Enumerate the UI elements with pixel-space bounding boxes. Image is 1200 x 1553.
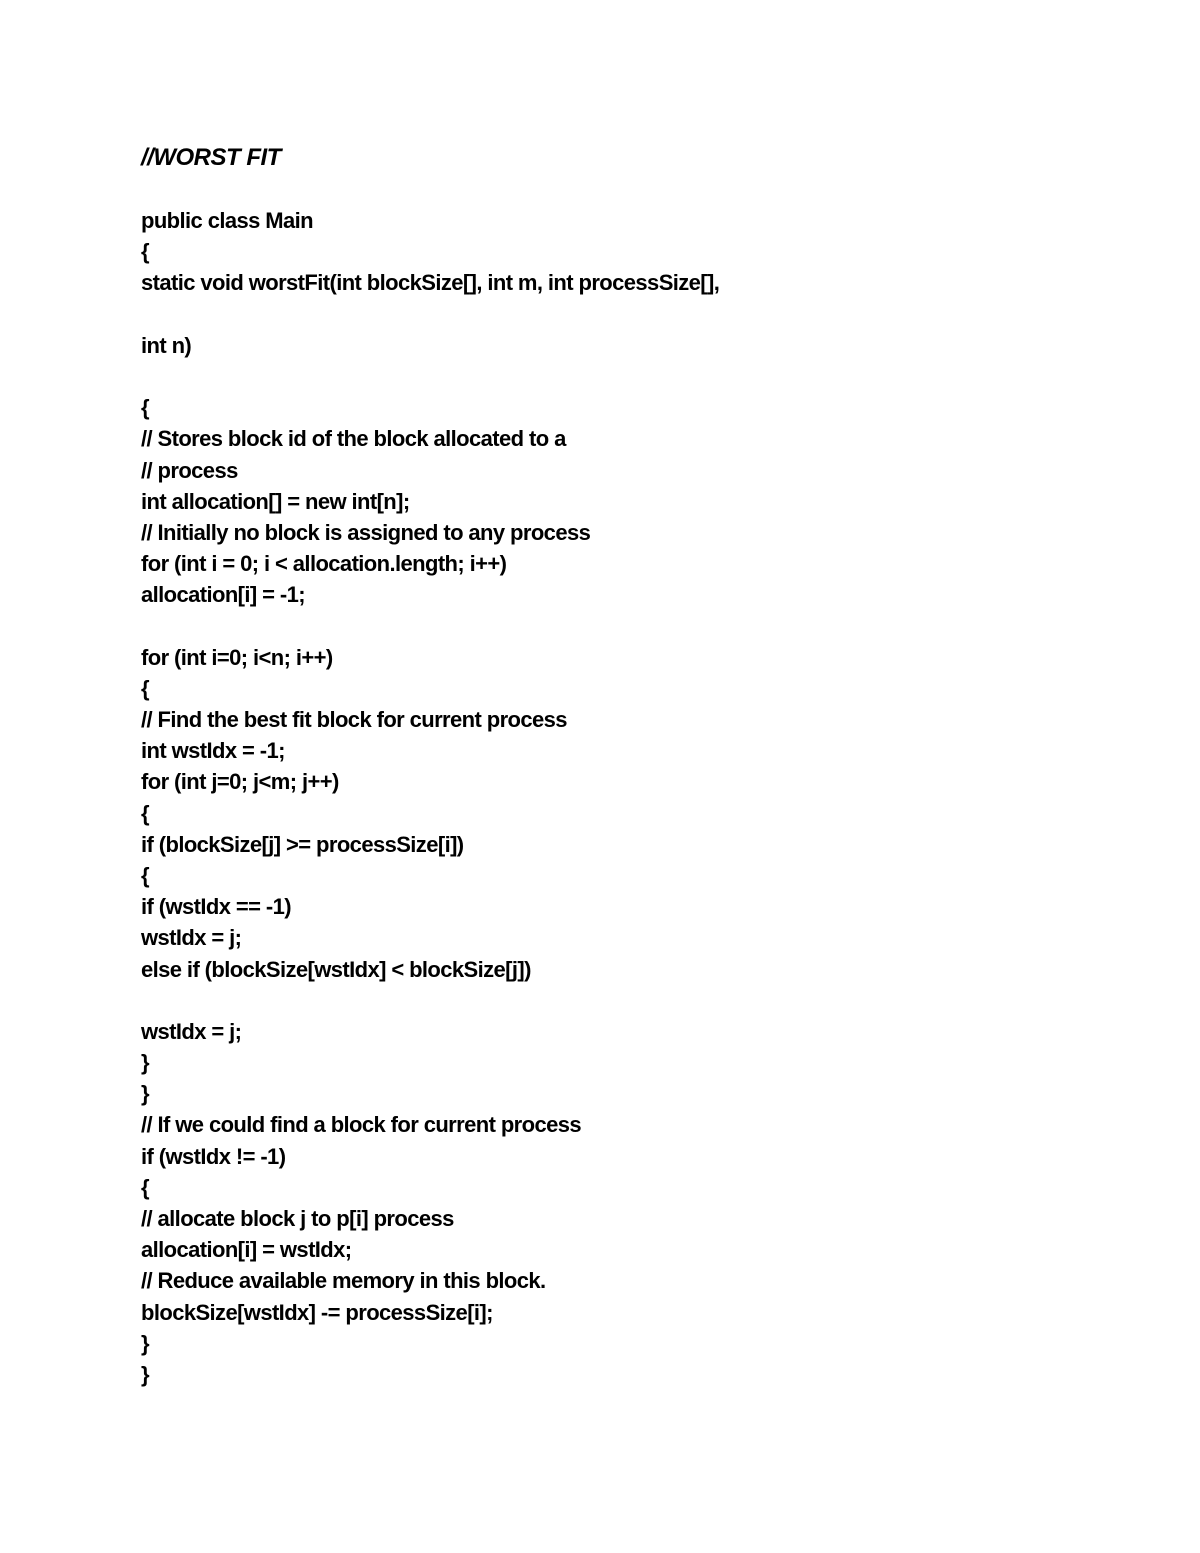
code-line — [141, 985, 719, 1016]
code-line: int allocation[] = new int[n]; — [141, 488, 410, 514]
code-line: blockSize[wstIdx] -= processSize[i]; — [141, 1299, 493, 1325]
code-line: // Find the best fit block for current process — [141, 707, 567, 732]
code-line: } — [141, 1050, 149, 1076]
code-line: wstIdx = j; — [141, 925, 242, 951]
code-line: for (int i=0; i<n; i++) — [141, 644, 333, 670]
code-line: { — [141, 675, 149, 701]
code-block — [141, 205, 719, 1390]
code-line: if (blockSize[j] >= processSize[i]) — [141, 831, 464, 857]
code-line: allocation[i] = wstIdx; — [141, 1237, 352, 1263]
code-line: for (int i = 0; i < allocation.length; i++) — [141, 551, 507, 577]
code-line: static void worstFit(int blockSize[], int m, int processSize[], — [141, 270, 720, 296]
code-line: // allocate block j to p[i] process — [141, 1206, 454, 1231]
code-line: if (wstIdx != -1) — [141, 1143, 286, 1169]
code-line: // If we could find a block for current process — [141, 1112, 581, 1138]
code-line: // Reduce available memory in this block. — [141, 1268, 546, 1294]
code-line: public class Main — [141, 208, 313, 233]
code-line: { — [141, 800, 149, 826]
code-line: // Initially no block is assigned to any process — [141, 519, 591, 545]
code-line: int n) — [141, 332, 192, 358]
code-line: // process — [141, 457, 238, 483]
code-line: } — [141, 1330, 149, 1356]
code-line — [141, 299, 719, 330]
code-line: { — [141, 239, 149, 265]
code-line: { — [141, 1174, 149, 1200]
code-line: } — [141, 1081, 149, 1107]
code-line: for (int j=0; j<m; j++) — [141, 769, 339, 795]
code-line: { — [141, 395, 149, 421]
code-line — [141, 610, 719, 641]
code-line: if (wstIdx == -1) — [141, 894, 291, 920]
code-line: wstIdx = j; — [141, 1018, 242, 1044]
document-heading: //WORST FIT — [141, 144, 281, 171]
code-line: else if (blockSize[wstIdx] < blockSize[j]) — [141, 956, 531, 982]
code-line: } — [141, 1361, 149, 1387]
code-line: allocation[i] = -1; — [141, 582, 306, 608]
code-line: // Stores block id of the block allocated to a — [141, 426, 566, 452]
code-line: int wstIdx = -1; — [141, 738, 285, 764]
code-line: { — [141, 862, 149, 888]
code-line — [141, 361, 719, 392]
